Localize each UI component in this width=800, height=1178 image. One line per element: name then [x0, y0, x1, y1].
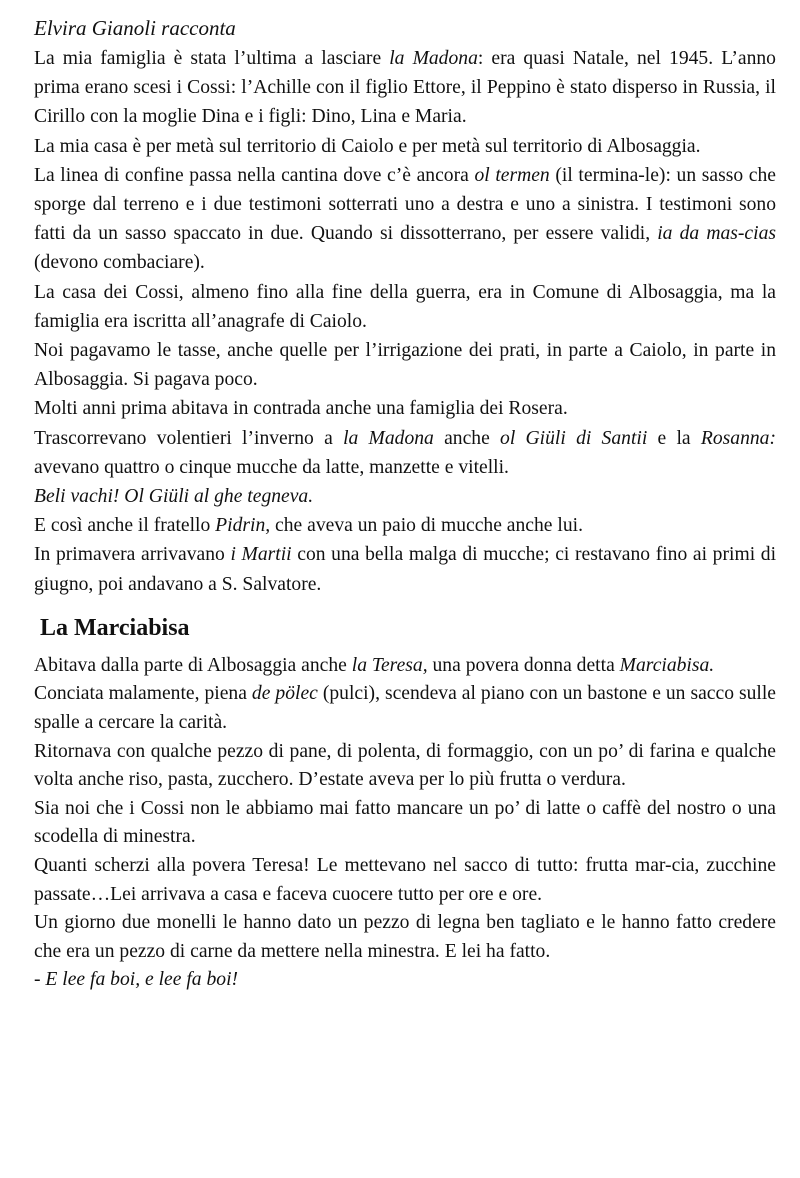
text-run: anche	[433, 427, 501, 449]
marciabisa-section	[34, 652, 776, 995]
text-run: una povera donna detta	[427, 654, 620, 676]
paragraph	[34, 540, 776, 598]
italic-text: ia da mas-cias	[657, 223, 776, 245]
italic-text: Marciabisa.	[619, 654, 715, 676]
text-run: Un giorno due monelli le hanno dato un pezzo di legna ben tagliato e le hanno fatto credere che era un pezzo di carne da mettere nella minestra. E lei ha fatto.	[34, 912, 776, 962]
paragraph	[34, 44, 776, 132]
text-run: E così anche il fratello	[34, 515, 216, 537]
text-run: con una bella malga di mucche; ci restavano fino ai primi di giugno, poi andavano a S. Salvatore.	[34, 544, 777, 595]
text-run: La linea di confine passa nella cantina dove c’è ancora	[34, 164, 475, 186]
paragraph	[34, 161, 776, 278]
section-title: La Marciabisa	[40, 614, 190, 641]
text-run: che aveva un paio di mucche anche lui.	[270, 515, 583, 537]
paragraph	[34, 511, 776, 540]
text-run: (devono combaciare).	[34, 252, 205, 274]
italic-text: la Madona	[389, 48, 478, 69]
paragraph	[34, 652, 776, 681]
paragraph	[34, 680, 776, 737]
text-run: La mia casa è per metà sul territorio di Caiolo e per metà sul territorio di Albosaggia.	[34, 135, 701, 157]
story-section	[34, 44, 776, 599]
paragraph	[34, 795, 776, 852]
text-run: Trascorrevano volentieri l’inverno a	[34, 427, 344, 449]
text-run: Noi pagavamo le tasse, anche quelle per l’irrigazione dei prati, in parte a Caiolo, in parte in Albosaggia. Si pagava poco.	[34, 340, 776, 391]
paragraph	[34, 909, 776, 966]
paragraph	[34, 966, 776, 995]
text-run: Abitava dalla parte di Albosaggia anche	[34, 654, 352, 676]
text-run: Molti anni prima abitava in contrada anche una famiglia dei Rosera.	[34, 398, 568, 420]
paragraph	[34, 278, 776, 336]
text-run: : era quasi Natale, nel 1945. L’anno prima erano scesi i Cossi: l’Achille con il figlio Ettore, il Peppino è stato disperso in Russia, il Cirillo con la moglie Dina e i figli: Dino, Lina e Maria.	[34, 48, 776, 128]
paragraph	[34, 132, 776, 161]
text-run: In primavera arrivavano	[34, 544, 231, 566]
text-run: e la	[647, 427, 701, 449]
paragraph	[34, 336, 776, 394]
text-run: Ritornava con qualche pezzo di pane, di polenta, di formaggio, con un po’ di farina e qualche volta anche riso, pasta, zucchero. D’estate aveva per lo più frutta o verdura.	[34, 740, 776, 791]
italic-text: la Teresa,	[351, 654, 428, 676]
text-run: Quanti scherzi alla povera Teresa! Le mettevano nel sacco di tutto: frutta mar-cia, zucchine passate…Lei arrivava a casa e faceva cuocere tutto per ore e ore.	[34, 855, 776, 905]
italic-text: de pölec	[251, 683, 318, 705]
paragraph	[34, 394, 776, 423]
text-run: avevano quattro o cinque mucche da latte, manzette e vitelli.	[34, 456, 509, 478]
text-run: (pulci), scendeva al piano con un bastone e un sacco sulle spalle a cercare la carità.	[34, 683, 776, 734]
italic-text: - E lee fa boi, e lee fa boi!	[34, 969, 239, 991]
text-run: La mia famiglia è stata l’ultima a lasciare	[34, 48, 390, 69]
text-run: La casa dei Cossi, almeno fino alla fine della guerra, era in Comune di Albosaggia, ma la famiglia era iscritta all’anagrafe di Caiolo.	[34, 281, 776, 332]
italic-text: la Madona	[343, 427, 434, 449]
paragraph	[34, 738, 776, 795]
paragraph	[34, 852, 776, 909]
italic-text: ol termen	[474, 164, 550, 186]
italic-text: ol Giüli di Santii	[500, 427, 648, 449]
author-line: Elvira Gianoli racconta	[34, 16, 236, 40]
paragraph	[34, 482, 776, 511]
text-run: (il termina-le): un sasso che sporge dal terreno e i due testimoni sotterrati uno a destra e uno a sinistra. I testimoni sono fatti da un sasso spaccato in due. Quando si dissotterrano, per essere validi,	[34, 164, 776, 245]
italic-text: Rosanna:	[700, 427, 776, 449]
italic-text: i Martii	[230, 544, 292, 566]
text-run: Sia noi che i Cossi non le abbiamo mai fatto mancare un po’ di latte o caffè del nostro o una scodella di minestra.	[34, 797, 776, 848]
paragraph	[34, 424, 776, 482]
italic-text: Beli vachi! Ol Giüli al ghe tegneva.	[34, 486, 314, 508]
italic-text: Pidrin,	[215, 515, 271, 537]
text-run: Conciata malamente, piena	[34, 683, 252, 705]
